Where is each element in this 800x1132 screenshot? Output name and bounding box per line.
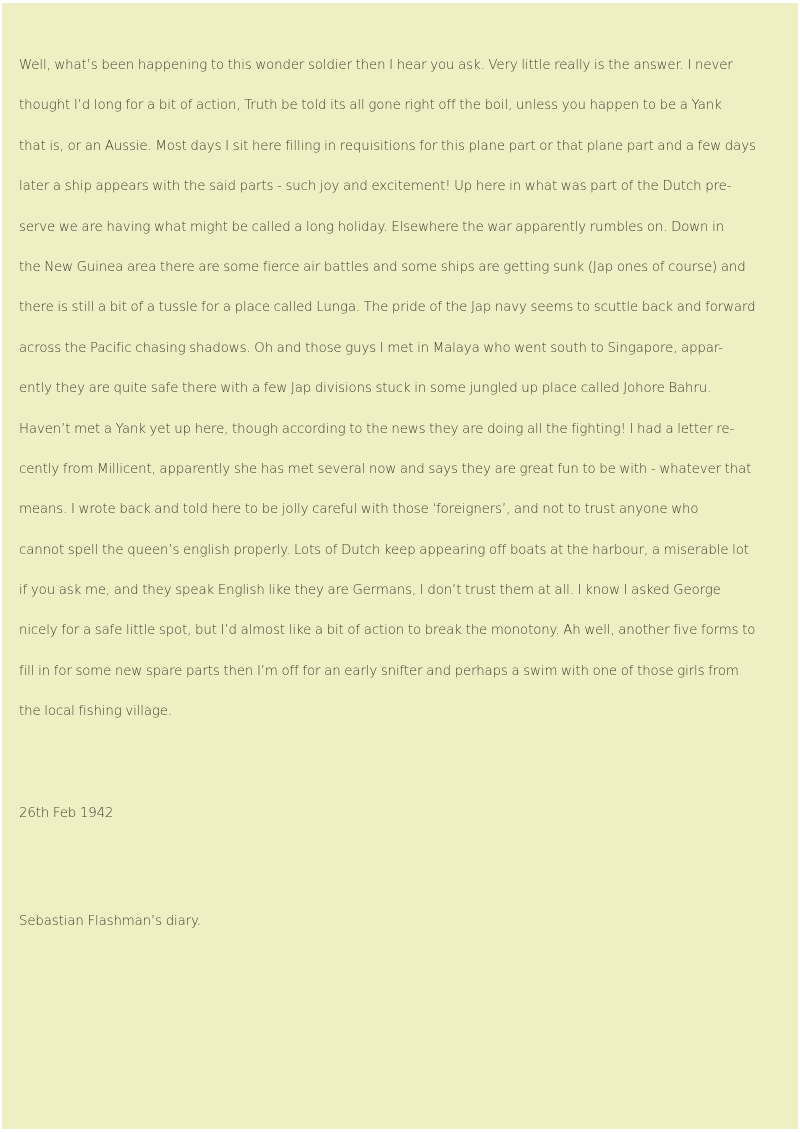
paragraph-line: the New Guinea area there are some fierce air battles and some ships are getting sunk (Jap ones of course) and xyxy=(19,259,746,275)
paragraph-line: Well, what’s been happening to this wonder soldier then I hear you ask. Very little really is the answer. I never xyxy=(19,58,733,73)
diary-date: 26th Feb 1942 xyxy=(19,806,114,821)
paragraph-line: ently they are quite safe there with a few Jap divisions stuck in some jungled up place called Johore Bahru. xyxy=(19,381,712,397)
paragraph-line: the local fishing village. xyxy=(19,704,173,720)
paragraph-line: if you ask me, and they speak English like they are Germans, I don’t trust them at all. I know I asked George xyxy=(19,583,721,599)
diary-page xyxy=(2,3,798,1129)
paragraph-line: cently from Millicent, apparently she has met several now and says they are great fun to be with - whatever that xyxy=(19,461,752,477)
paragraph-line: later a ship appears with the said parts - such joy and excitement! Up here in what was part of the Dutch pre- xyxy=(19,179,732,195)
paragraph-line: cannot spell the queen’s english properly. Lots of Dutch keep appearing off boats at the harbour, a miserable lot xyxy=(19,542,749,558)
paragraph-line: nicely for a safe little spot, but I’d almost like a bit of action to break the monotony. Ah well, another five forms to xyxy=(19,623,756,639)
diary-signature: Sebastian Flashman’s diary. xyxy=(19,914,202,929)
paragraph-line: there is still a bit of a tussle for a place called Lunga. The pride of the Jap navy seems to scuttle back and forward xyxy=(19,300,756,316)
paragraph-line: means. I wrote back and told here to be jolly careful with those ‘foreigners’, and not to trust anyone who xyxy=(19,502,699,518)
paragraph-line: serve we are having what might be called a long holiday. Elsewhere the war apparently rumbles on. Down in xyxy=(19,219,725,235)
paragraph-line: thought I’d long for a bit of action, Truth be told its all gone right off the boil, unless you happen to be a Yank xyxy=(19,98,722,114)
paragraph-line: fill in for some new spare parts then I’m off for an early snifter and perhaps a swim with one of those girls from xyxy=(19,663,739,679)
paragraph-line: across the Pacific chasing shadows. Oh and those guys I met in Malaya who went south to Singapore, appar- xyxy=(19,340,724,356)
paragraph-line: Haven’t met a Yank yet up here, though according to the news they are doing all the fighting! I had a letter re- xyxy=(19,421,735,437)
diary-entry-paragraph xyxy=(19,46,789,733)
paragraph-line: that is, or an Aussie. Most days I sit here filling in requisitions for this plane part or that plane part and a few days xyxy=(19,138,756,154)
